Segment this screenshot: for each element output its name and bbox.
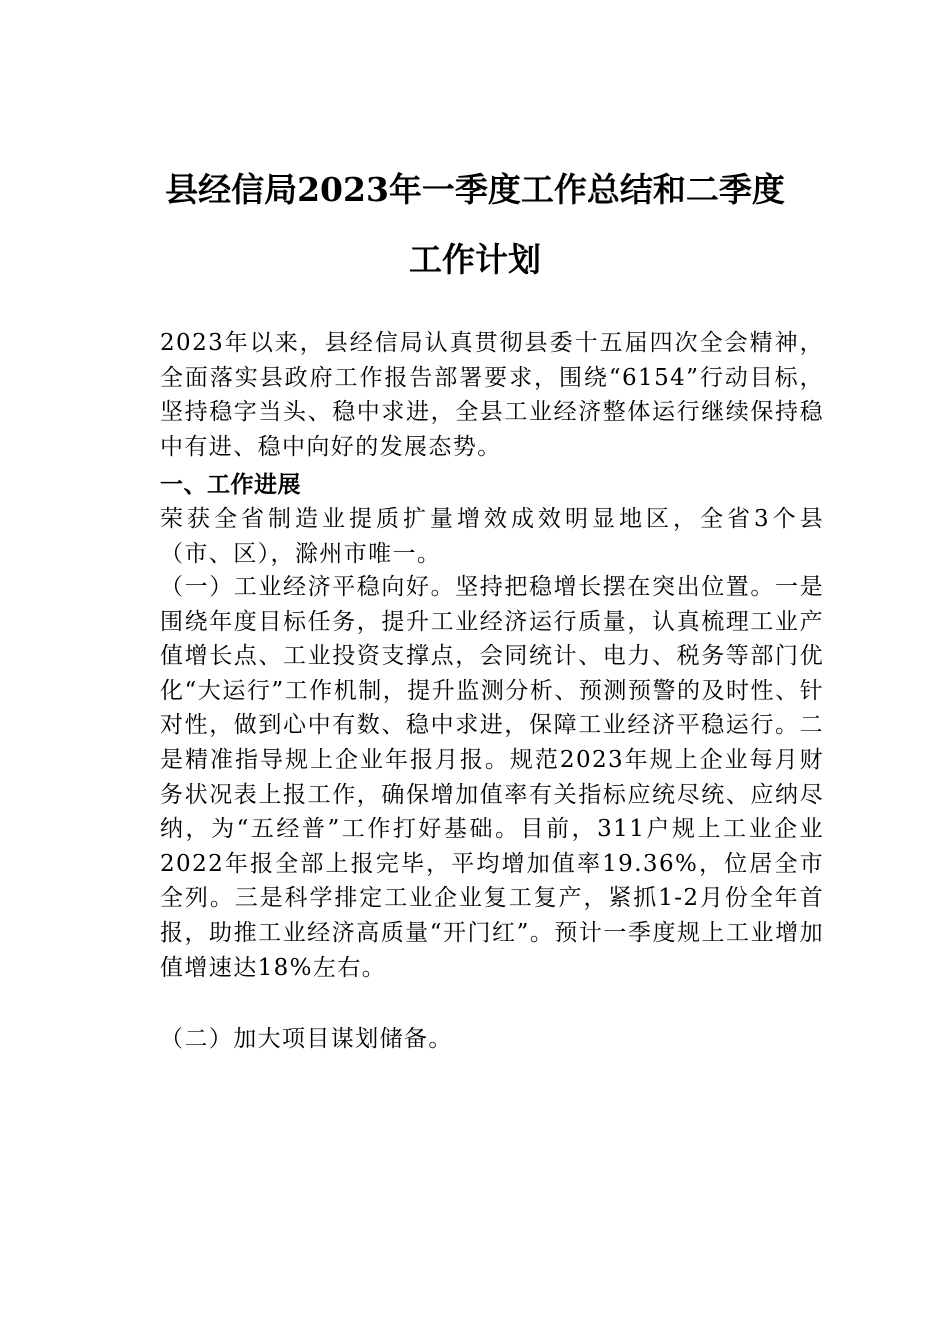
document-title-line-1: 县经信局2023年一季度工作总结和二季度 [165,170,785,209]
subsection-industrial-economy-paragraph: （一）工业经济平稳向好。坚持把稳增长摆在突出位置。一是围绕年度目标任务，提升工业经济运行质量，认真梳理工业产值增长点、工业投资支撑点，会同统计、电力、税务等部门优化“大运行”工作机制，提升监测分析、预测预警的及时性、针对性，做到心中有数、稳中求进，保障工业经济平稳运行。二是精准指导规上企业年报月报。规范2023年规上企业每月财务状况表上报工作，确保增加值率有关指标应统尽统、应纳尽纳，为“五经普”工作打好基础。目前，311户规上工业企业2022年报全部上报完毕，平均增加值率19.36%，位居全市全列。三是科学排定工业企业复工复产，紧抓1-2月份全年首报，助推工业经济高质量“开门红”。预计一季度规上工业增加值增速达18%左右。 [160,574,824,981]
subsection-project-reserve-heading: （二）加大项目谋划储备。 [160,1026,453,1052]
intro-paragraph: 2023年以来，县经信局认真贯彻县委十五届四次全会精神，全面落实县政府工作报告部署要求，围绕“6154”行动目标，坚持稳字当头、稳中求进，全县工业经济整体运行继续保持稳中有进、稳中向好的发展态势。 [160,330,824,460]
document-title-line-2: 工作计划 [409,240,541,279]
section-heading-work-progress: 一、工作进展 [160,472,301,498]
award-paragraph: 荣获全省制造业提质扩量增效成效明显地区，全省3个县（市、区），滁州市唯一。 [160,506,824,567]
